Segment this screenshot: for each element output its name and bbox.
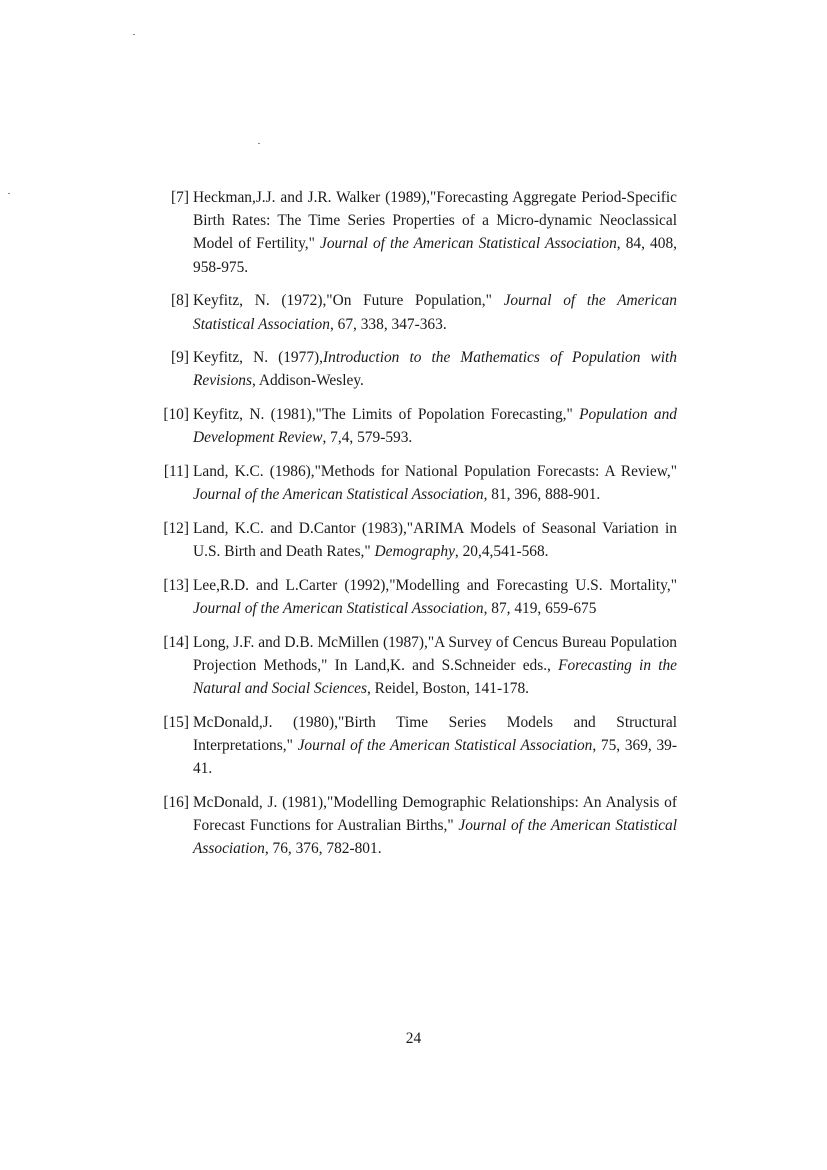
reference-journal: Demography (374, 543, 455, 561)
scan-speck (8, 193, 10, 194)
page-number: 24 (405, 1030, 422, 1047)
reference-details: , 81, 396, 888-901. (483, 486, 601, 504)
reference-number: [14] (163, 633, 189, 651)
reference-journal: Journal of the American Statistical Association (193, 486, 484, 504)
reference-number: [11] (163, 463, 189, 481)
reference-item (157, 517, 677, 563)
reference-journal: Journal of the American Statistical Association (320, 235, 617, 253)
reference-details: , 76, 376, 782-801. (264, 840, 382, 858)
reference-details: , 20,4,541-568. (454, 543, 549, 561)
reference-text: Land, K.C. (1986),"Methods for National Population Forecasts: A Review," (193, 463, 677, 481)
reference-text: Keyfitz, N. (1972),"On Future Population," (193, 292, 504, 310)
reference-number: [12] (163, 519, 189, 537)
reference-item (157, 711, 677, 781)
reference-text: Land, K.C. and D.Cantor (1983),"ARIMA Models of Seasonal Variation in U.S. Birth and Death Rates," (193, 519, 677, 561)
reference-number: [15] (163, 713, 189, 731)
reference-details: , Addison-Wesley. (252, 372, 364, 390)
reference-journal: Forecasting in the Natural and Social Sciences (193, 656, 677, 698)
reference-item (157, 403, 677, 449)
reference-details: , 67, 338, 347-363. (329, 315, 447, 333)
reference-number: [13] (163, 576, 189, 594)
reference-number: [16] (163, 793, 189, 811)
reference-text: McDonald,J. (1980),"Birth Time Series Models and Structural Interpretations," (193, 713, 677, 755)
reference-details: , 7,4, 579-593. (322, 429, 413, 447)
reference-journal: Population and Development Review (193, 406, 677, 447)
scan-speck (133, 34, 135, 35)
reference-item (157, 460, 677, 506)
reference-details: , 87, 419, 659-675 (483, 600, 597, 618)
reference-journal: Introduction to the Mathematics of Population with Revisions (193, 349, 677, 390)
reference-item (157, 346, 677, 392)
reference-journal: Journal of the American Statistical Association (193, 292, 677, 333)
reference-number: [7] (171, 189, 189, 206)
reference-journal: Journal of the American Statistical Association (297, 737, 593, 755)
reference-item (157, 631, 677, 701)
reference-item (157, 574, 677, 620)
reference-item (157, 186, 677, 279)
reference-journal: Journal of the American Statistical Association (193, 600, 484, 618)
reference-number: [8] (171, 292, 189, 310)
reference-item (157, 289, 677, 335)
scan-speck (258, 143, 260, 144)
reference-text: Heckman,J.J. and J.R. Walker (1989),"Forecasting Aggregate Period-Specific Birth Rates: The Time Series Properties of a Micro-dynamic Neoclassical Model of Fertility," (193, 189, 677, 253)
reference-text: Long, J.F. and D.B. McMillen (1987),"A Survey of Cencus Bureau Population Projection Methods," In Land,K. and S.Schneider eds., (193, 633, 677, 674)
reference-details: , Reidel, Boston, 141-178. (366, 680, 530, 698)
reference-text: Keyfitz, N. (1977), (193, 349, 323, 367)
reference-text: McDonald, J. (1981),"Modelling Demographic Relationships: An Analysis of Forecast Functions for Australian Births," (193, 793, 677, 835)
reference-list (157, 186, 677, 871)
reference-details: , 75, 369, 39-41. (193, 737, 677, 778)
reference-details: , 84, 408, 958-975. (193, 235, 677, 276)
reference-number: [10] (163, 406, 189, 424)
reference-item (157, 791, 677, 861)
reference-text: Keyfitz, N. (1981),"The Limits of Popolation Forecasting," (193, 406, 580, 424)
reference-journal: Journal of the American Statistical Association (193, 817, 677, 858)
reference-number: [9] (171, 349, 189, 367)
reference-text: Lee,R.D. and L.Carter (1992),"Modelling and Forecasting U.S. Mortality," (193, 576, 677, 594)
